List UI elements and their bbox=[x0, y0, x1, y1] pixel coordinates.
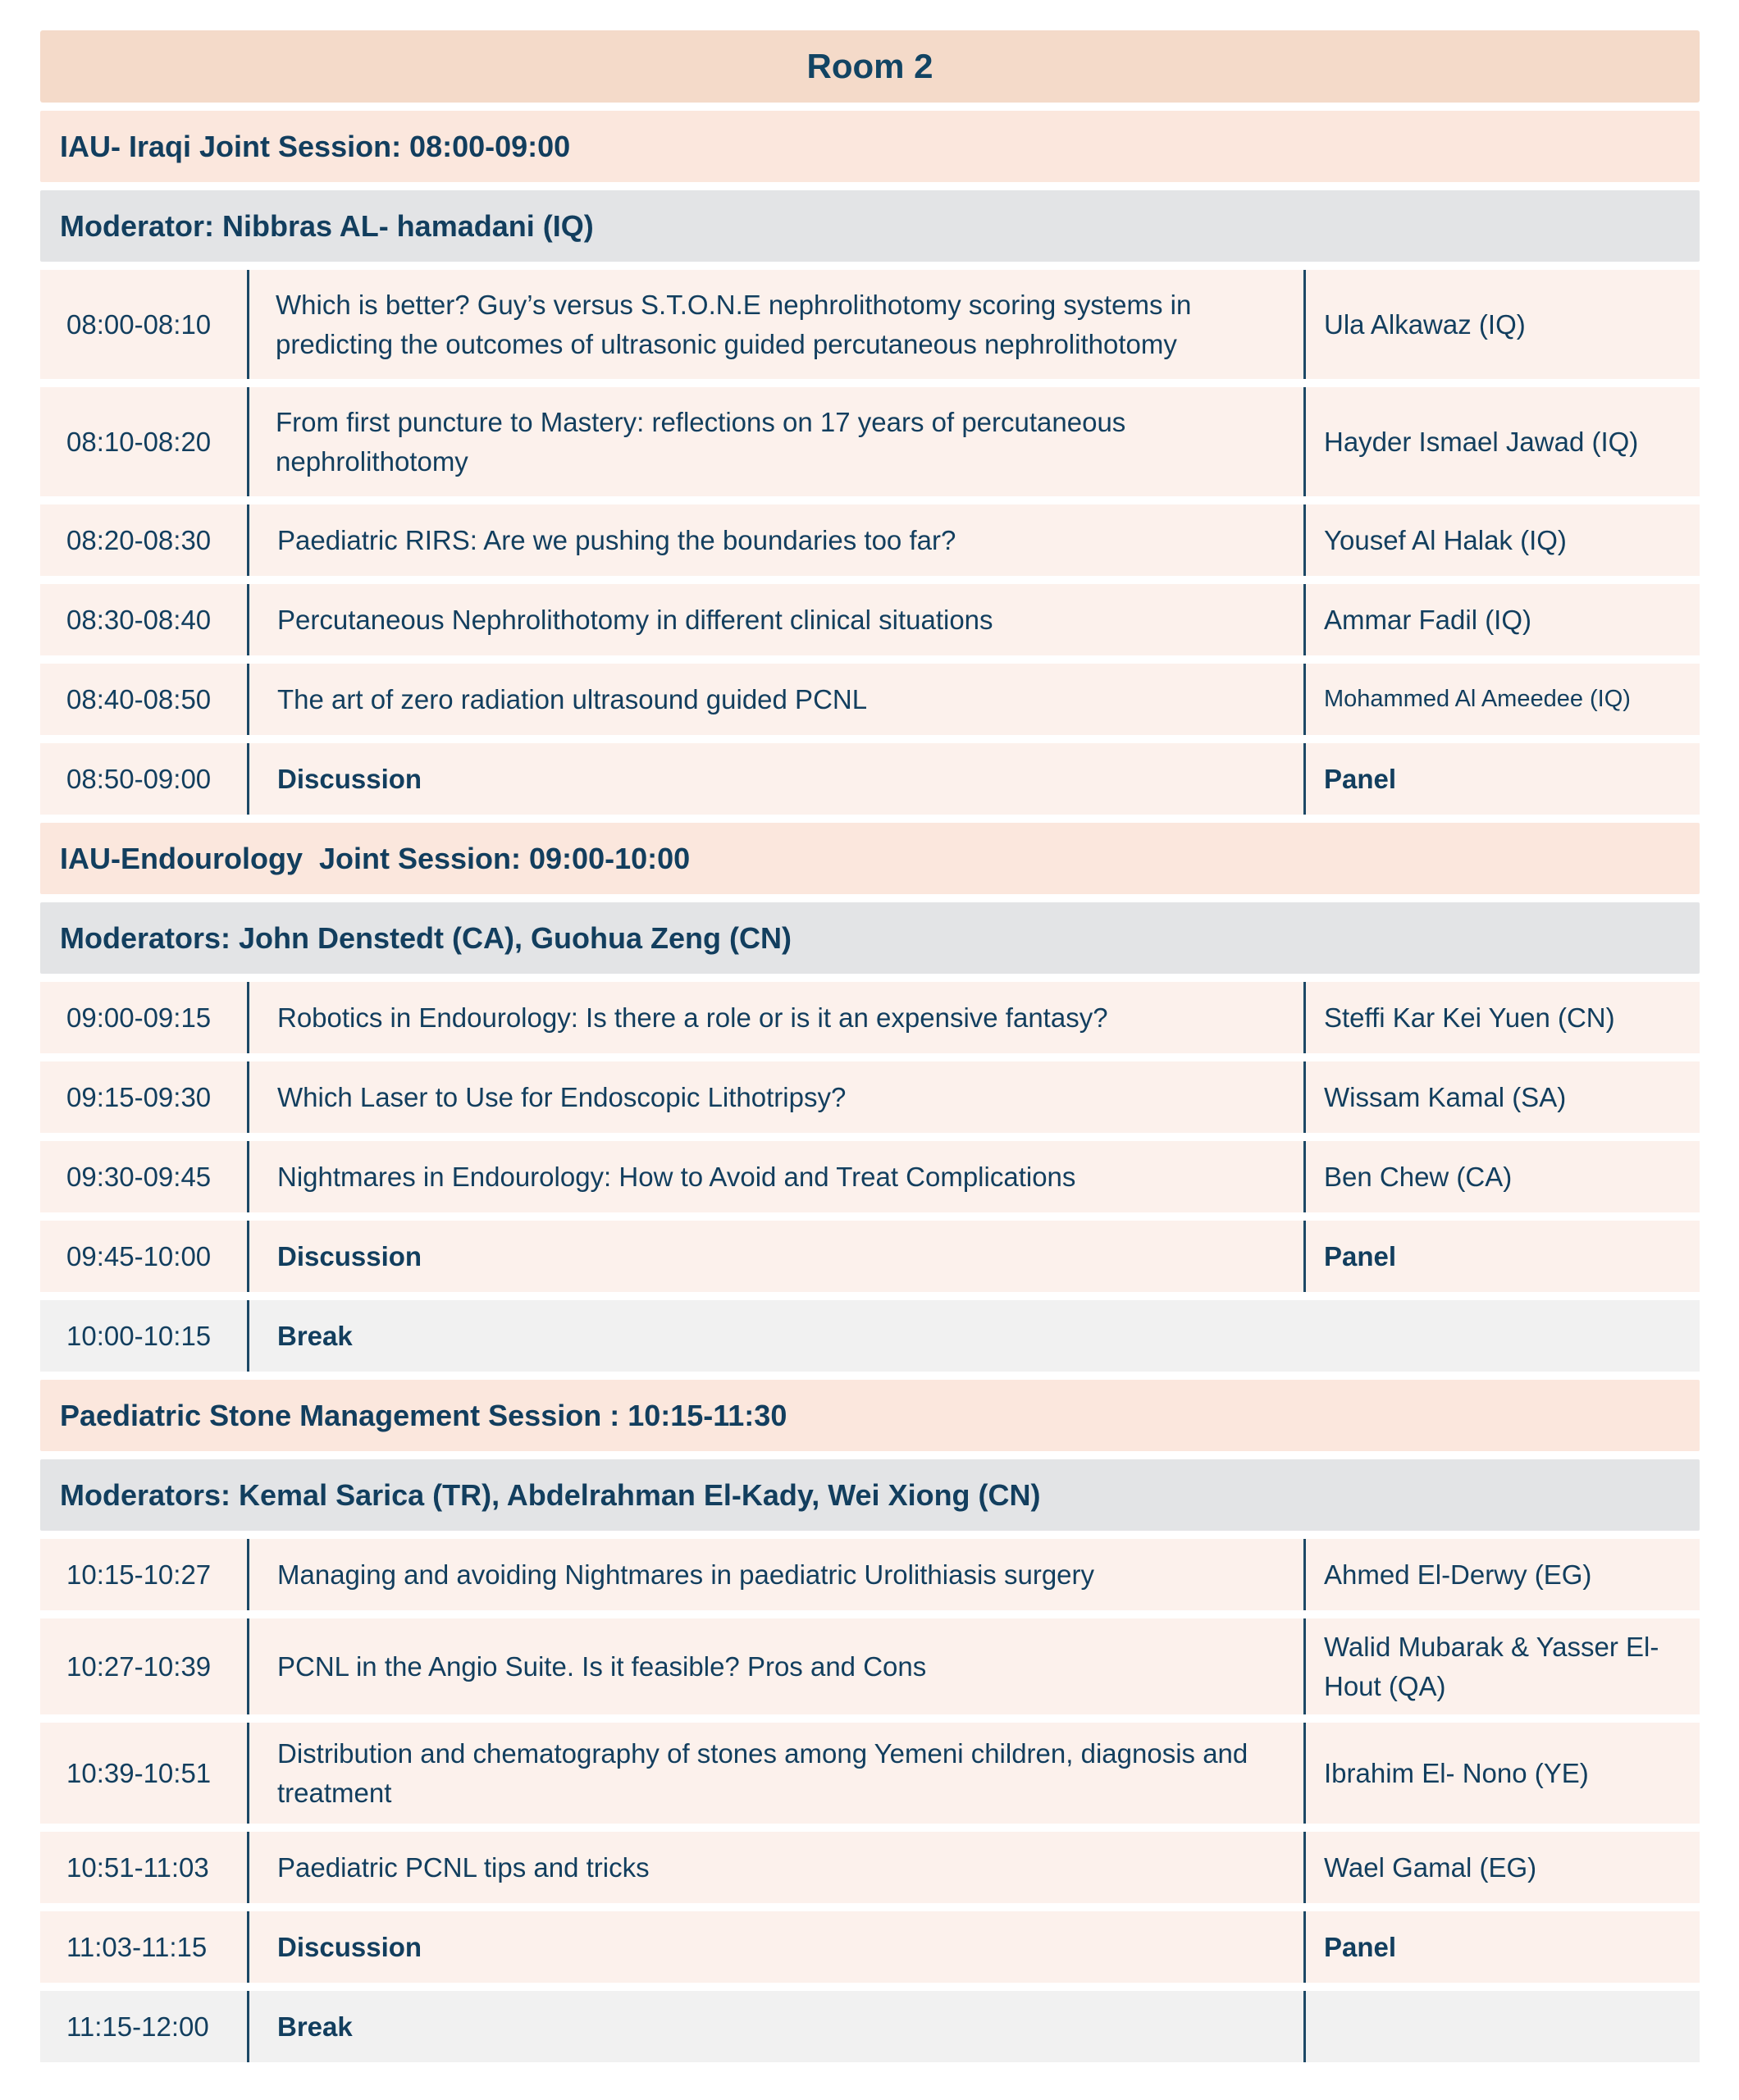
row-time: 08:00-08:10 bbox=[40, 270, 249, 379]
row-topic: Discussion bbox=[249, 743, 1306, 815]
row-time: 09:15-09:30 bbox=[40, 1061, 249, 1133]
row-topic: Managing and avoiding Nightmares in paediatric Urolithiasis surgery bbox=[249, 1539, 1306, 1610]
session-moderator: Moderators: John Denstedt (CA), Guohua Zeng (CN) bbox=[40, 902, 1700, 974]
table-row bbox=[40, 1618, 1700, 1714]
row-time: 10:51-11:03 bbox=[40, 1832, 249, 1903]
row-speaker: Steffi Kar Kei Yuen (CN) bbox=[1324, 1002, 1615, 1033]
row-time: 08:40-08:50 bbox=[40, 664, 249, 735]
row-topic: The art of zero radiation ultrasound guided PCNL bbox=[249, 664, 1306, 735]
row-speaker bbox=[1306, 1300, 1700, 1372]
row-speaker: Walid Mubarak & Yasser El-Hout (QA) bbox=[1324, 1632, 1659, 1701]
row-time: 08:20-08:30 bbox=[40, 504, 249, 576]
row-speaker: Panel bbox=[1324, 763, 1397, 794]
table-row bbox=[40, 1991, 1700, 2062]
table-row bbox=[40, 584, 1700, 655]
table-row bbox=[40, 1832, 1700, 1903]
row-time: 09:45-10:00 bbox=[40, 1221, 249, 1292]
row-topic: Paediatric RIRS: Are we pushing the boundaries too far? bbox=[249, 504, 1306, 576]
table-row bbox=[40, 1723, 1700, 1824]
row-topic: Paediatric PCNL tips and tricks bbox=[249, 1832, 1306, 1903]
row-speaker: Ammar Fadil (IQ) bbox=[1324, 604, 1532, 635]
row-topic: PCNL in the Angio Suite. Is it feasible? Pros and Cons bbox=[249, 1618, 1306, 1714]
table-row bbox=[40, 1911, 1700, 1983]
row-topic: Break bbox=[249, 1991, 1306, 2062]
table-row bbox=[40, 1300, 1700, 1372]
row-time: 10:00-10:15 bbox=[40, 1300, 249, 1372]
row-speaker: Wael Gamal (EG) bbox=[1324, 1851, 1537, 1883]
row-topic: Percutaneous Nephrolithotomy in different clinical situations bbox=[249, 584, 1306, 655]
row-topic: Which Laser to Use for Endoscopic Lithotripsy? bbox=[249, 1061, 1306, 1133]
row-speaker: Panel bbox=[1324, 1240, 1397, 1271]
table-row bbox=[40, 1539, 1700, 1610]
session-title: IAU-Endourology Joint Session: 09:00-10:00 bbox=[40, 823, 1700, 894]
row-time: 10:39-10:51 bbox=[40, 1723, 249, 1824]
table-row bbox=[40, 1221, 1700, 1292]
row-topic: Nightmares in Endourology: How to Avoid and Treat Complications bbox=[249, 1141, 1306, 1212]
row-time: 09:30-09:45 bbox=[40, 1141, 249, 1212]
table-row bbox=[40, 664, 1700, 735]
row-time: 11:03-11:15 bbox=[40, 1911, 249, 1983]
row-topic: Robotics in Endourology: Is there a role or is it an expensive fantasy? bbox=[249, 982, 1306, 1053]
row-time: 10:15-10:27 bbox=[40, 1539, 249, 1610]
row-speaker: Ben Chew (CA) bbox=[1324, 1161, 1513, 1192]
row-speaker: Wissam Kamal (SA) bbox=[1324, 1081, 1567, 1112]
row-time: 08:10-08:20 bbox=[40, 387, 249, 496]
row-speaker: Ibrahim El- Nono (YE) bbox=[1324, 1757, 1589, 1788]
row-topic: Discussion bbox=[249, 1221, 1306, 1292]
row-time: 08:50-09:00 bbox=[40, 743, 249, 815]
table-row bbox=[40, 504, 1700, 576]
row-topic: From first puncture to Mastery: reflections on 17 years of percutaneous nephrolithotomy bbox=[249, 387, 1306, 496]
session-moderator: Moderators: Kemal Sarica (TR), Abdelrahman El-Kady, Wei Xiong (CN) bbox=[40, 1459, 1700, 1531]
table-row bbox=[40, 387, 1700, 496]
session-title: IAU- Iraqi Joint Session: 08:00-09:00 bbox=[40, 111, 1700, 182]
table-row bbox=[40, 1061, 1700, 1133]
row-speaker: Hayder Ismael Jawad (IQ) bbox=[1324, 426, 1639, 457]
row-speaker: Panel bbox=[1324, 1931, 1397, 1962]
row-time: 11:15-12:00 bbox=[40, 1991, 249, 2062]
row-topic: Discussion bbox=[249, 1911, 1306, 1983]
table-row bbox=[40, 743, 1700, 815]
row-topic: Which is better? Guy’s versus S.T.O.N.E nephrolithotomy scoring systems in predicting the outcomes of ultrasonic guided percutaneous nephrolithotomy bbox=[249, 270, 1306, 379]
row-speaker: Mohammed Al Ameedee (IQ) bbox=[1324, 685, 1631, 712]
row-speaker: Yousef Al Halak (IQ) bbox=[1324, 524, 1567, 555]
session-moderator: Moderator: Nibbras AL- hamadani (IQ) bbox=[40, 190, 1700, 262]
row-topic: Distribution and chematography of stones among Yemeni children, diagnosis and treatment bbox=[249, 1723, 1306, 1824]
row-time: 09:00-09:15 bbox=[40, 982, 249, 1053]
table-row bbox=[40, 982, 1700, 1053]
schedule-table bbox=[40, 30, 1700, 2070]
row-speaker: Ula Alkawaz (IQ) bbox=[1324, 308, 1526, 340]
row-topic: Break bbox=[277, 1320, 353, 1351]
table-row bbox=[40, 270, 1700, 379]
room-title: Room 2 bbox=[40, 30, 1700, 103]
row-time: 08:30-08:40 bbox=[40, 584, 249, 655]
row-speaker: Ahmed El-Derwy (EG) bbox=[1324, 1559, 1592, 1590]
row-time: 10:27-10:39 bbox=[40, 1618, 249, 1714]
row-speaker bbox=[1306, 1991, 1700, 2062]
session-title: Paediatric Stone Management Session : 10:15-11:30 bbox=[40, 1380, 1700, 1451]
table-row bbox=[40, 1141, 1700, 1212]
